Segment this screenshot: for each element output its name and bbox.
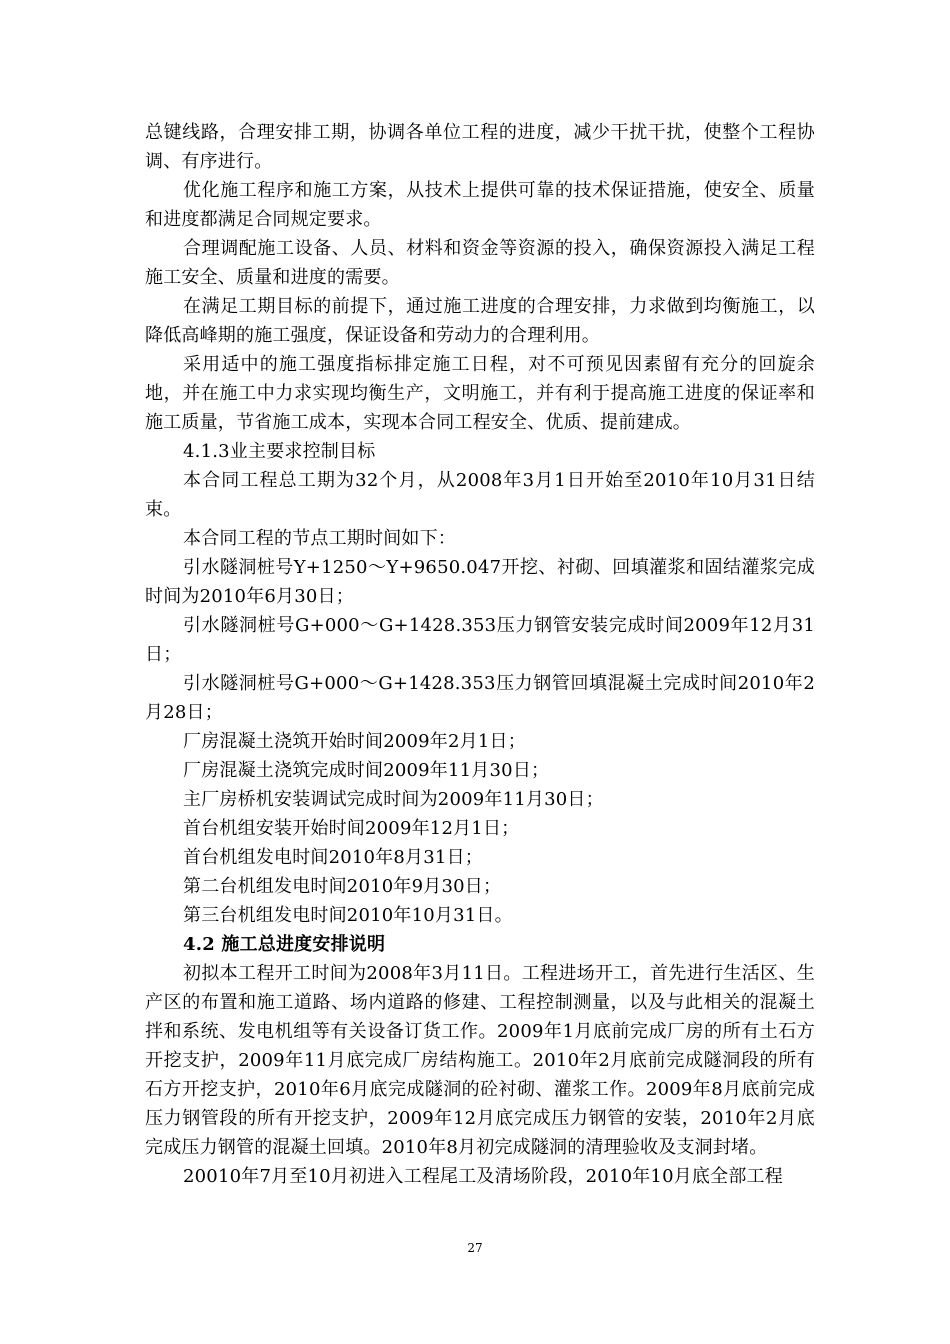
paragraph: 本合同工程的节点工期时间如下： [183, 528, 456, 549]
milestone-item: 第三台机组发电时间2010年10月31日。 [183, 905, 513, 926]
body-text [145, 118, 815, 1191]
milestone-item: 主厂房桥机安装调试完成时间为2009年11月30日； [183, 789, 604, 810]
paragraph: 采用适中的施工强度指标排定施工日程，对不可预见因素留有充分的回旋余地，并在施工中力求实现均衡生产，文明施工，并有利于提高施工进度的保证率和施工质量，节省施工成本，实现本合同工程安全、优质、提前建成。 [145, 354, 815, 433]
page-number: 27 [467, 1241, 483, 1255]
milestone-item: 首台机组发电时间2010年8月31日； [183, 847, 483, 868]
paragraph: 20010年7月至10月初进入工程尾工及清场阶段，2010年10月底全部工程 [183, 1166, 783, 1187]
section-heading: 4.2 施工总进度安排说明 [183, 934, 386, 955]
paragraph: 本合同工程总工期为32个月，从2008年3月1日开始至2010年10月31日结束。 [145, 470, 815, 520]
paragraph: 在满足工期目标的前提下，通过施工进度的合理安排，力求做到均衡施工，以降低高峰期的施工强度，保证设备和劳动力的合理利用。 [145, 296, 815, 346]
paragraph: 总键线路，合理安排工期，协调各单位工程的进度，减少干扰干扰，使整个工程协调、有序进行。 [145, 122, 815, 172]
milestone-item: 第二台机组发电时间2010年9月30日； [183, 876, 502, 897]
milestone-item: 首台机组安装开始时间2009年12月1日； [183, 818, 520, 839]
milestone-item: 厂房混凝土浇筑开始时间2009年2月1日； [183, 731, 526, 752]
paragraph: 初拟本工程开工时间为2008年3月11日。工程进场开工，首先进行生活区、生产区的布置和施工道路、场内道路的修建、工程控制测量，以及与此相关的混凝土拌和系统、发电机组等有关设备订货工作。2009年1月底前完成厂房的所有土石方开挖支护，2009年11月底完成厂房结构施工。2010年2月底前完成隧洞段的所有石方开挖支护，2010年6月底完成隧洞的砼衬砌、灌浆工作。2009年8月底前完成压力钢管段的所有开挖支护，2009年12月底完成压力钢管的安装，2010年2月底完成压力钢管的混凝土回填。2010年8月初完成隧洞的清理验收及支洞封堵。 [145, 963, 815, 1158]
milestone-item: 引水隧洞桩号Y+1250～Y+9650.047开挖、衬砌、回填灌浆和固结灌浆完成时间为2010年6月30日； [145, 557, 815, 607]
milestone-item: 厂房混凝土浇筑完成时间2009年11月30日； [183, 760, 550, 781]
section-subheading: 4.1.3业主要求控制目标 [183, 441, 376, 462]
milestone-item: 引水隧洞桩号G+000～G+1428.353压力钢管回填混凝土完成时间2010年2月28日； [145, 673, 815, 723]
paragraph: 合理调配施工设备、人员、材料和资金等资源的投入，确保资源投入满足工程施工安全、质量和进度的需要。 [145, 238, 815, 288]
milestone-item: 引水隧洞桩号G+000～G+1428.353压力钢管安装完成时间2009年12月31日； [145, 615, 815, 665]
paragraph: 优化施工程序和施工方案，从技术上提供可靠的技术保证措施，使安全、质量和进度都满足合同规定要求。 [145, 180, 815, 230]
